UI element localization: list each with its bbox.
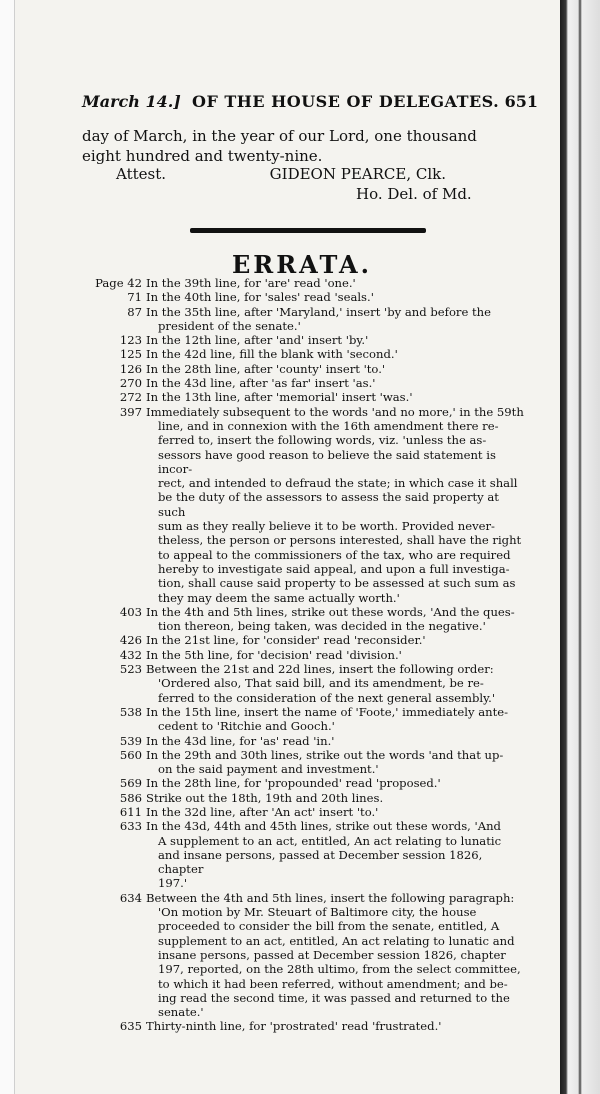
errata-page-ref: 569 [119, 776, 142, 791]
errata-text: In the 29th and 30th lines, strike out the words 'and that up- [146, 747, 504, 762]
errata-page-ref: 432 [119, 647, 142, 662]
errata-first-line [84, 1019, 524, 1033]
errata-text: line, and in connexion with the 16th amendment there re- [158, 418, 499, 433]
errata-entry [84, 734, 524, 748]
errata-text: tion, shall cause said property to be assessed at such sum as [158, 576, 516, 591]
errata-text: supplement to an act, entitled, An act relating to lunatic and [158, 933, 515, 948]
document-page [72, 0, 538, 1094]
errata-entry [84, 748, 524, 777]
errata-continuation-line [84, 562, 524, 576]
scan-left-margin [0, 0, 15, 1094]
errata-text: sessors have good reason to believe the said statement is incor- [158, 447, 496, 476]
errata-first-line [84, 605, 524, 619]
errata-text: be the duty of the assessors to assess the said property at such [158, 490, 499, 519]
errata-text: they may deem the same actually worth.' [158, 590, 400, 605]
errata-text: to appeal to the commissioners of the tax, who are required [158, 547, 511, 562]
errata-text: ferred to, insert the following words, viz. 'unless the as- [158, 433, 487, 448]
errata-continuation-line [84, 419, 524, 433]
errata-page-ref: 538 [119, 704, 142, 719]
errata-text: ing read the second time, it was passed and returned to the [158, 990, 510, 1005]
errata-entry [84, 390, 524, 404]
errata-continuation-line [84, 448, 524, 477]
errata-page-ref: 272 [119, 390, 142, 405]
errata-page-ref: Page 42 [95, 276, 142, 290]
errata-first-line [84, 791, 524, 805]
errata-continuation-line [84, 834, 524, 848]
errata-page-ref: 397 [119, 404, 142, 419]
errata-text: In the 13th line, after 'memorial' insert 'was.' [146, 390, 413, 405]
attest-label: Attest. [116, 165, 166, 183]
header-title: OF THE HOUSE OF DELEGATES. [192, 92, 500, 111]
errata-text: In the 39th line, for 'are' read 'one.' [146, 276, 356, 290]
errata-text: In the 42d line, fill the blank with 'second.' [146, 347, 398, 362]
errata-text: on the said payment and investment.' [158, 762, 379, 777]
errata-entry [84, 405, 524, 605]
errata-continuation-line [84, 676, 524, 690]
errata-entry [84, 605, 524, 634]
errata-first-line [84, 819, 524, 833]
errata-text: Strike out the 18th, 19th and 20th lines. [146, 790, 384, 805]
errata-continuation-line [84, 591, 524, 605]
errata-page-ref: 611 [119, 804, 142, 819]
errata-entry [84, 347, 524, 361]
errata-page-ref: 633 [119, 819, 142, 834]
errata-text: insane persons, passed at December session 1826, chapter [158, 947, 506, 962]
errata-first-line [84, 390, 524, 404]
errata-continuation-line [84, 919, 524, 933]
errata-text: ferred to the consideration of the next general assembly.' [158, 690, 496, 705]
errata-first-line [84, 776, 524, 790]
errata-text: 'Ordered also, That said bill, and its amendment, be re- [158, 676, 484, 691]
errata-page-ref: 634 [119, 890, 142, 905]
errata-page-ref: 523 [119, 662, 142, 677]
errata-continuation-line [84, 319, 524, 333]
errata-text: tion thereon, being taken, was decided in the negative.' [158, 619, 486, 634]
errata-entry [84, 648, 524, 662]
clerk-office: Ho. Del. of Md. [356, 185, 472, 203]
errata-text: hereby to investigate said appeal, and upon a full investiga- [158, 561, 510, 576]
errata-text: rect, and intended to defraud the state; in which case it shall [158, 476, 518, 491]
errata-continuation-line [84, 934, 524, 948]
errata-page-ref: 560 [119, 747, 142, 762]
errata-entry [84, 290, 524, 304]
errata-entry [84, 276, 524, 290]
errata-first-line [84, 347, 524, 361]
errata-page-ref: 123 [119, 333, 142, 348]
errata-text: In the 43d line, after 'as far' insert 'as.' [146, 376, 376, 391]
errata-text: In the 32d line, after 'An act' insert 'to.' [146, 804, 379, 819]
errata-page-ref: 586 [119, 790, 142, 805]
scan-right-edge [560, 0, 600, 1094]
errata-page-ref: 403 [119, 604, 142, 619]
page-number: 651 [504, 92, 538, 111]
errata-first-line [84, 633, 524, 647]
clerk-name: GIDEON PEARCE, Clk. [269, 165, 446, 183]
errata-text: In the 35th line, after 'Maryland,' insert 'by and before the [146, 304, 491, 319]
attestation [116, 164, 536, 204]
errata-text: In the 28th line, for 'propounded' read 'proposed.' [146, 776, 441, 791]
errata-continuation-line [84, 762, 524, 776]
errata-first-line [84, 662, 524, 676]
errata-continuation-line [84, 1005, 524, 1019]
errata-text: theless, the person or persons interested, shall have the right [158, 533, 522, 548]
errata-entry [84, 333, 524, 347]
errata-continuation-line [84, 848, 524, 877]
errata-list [84, 276, 524, 1034]
errata-entry [84, 705, 524, 734]
errata-text: In the 15th line, insert the name of 'Foote,' immediately ante- [146, 704, 509, 719]
errata-text: sum as they really believe it to be worth. Provided never- [158, 519, 495, 534]
errata-text: proceeded to consider the bill from the senate, entitled, A [158, 919, 500, 934]
errata-heading: ERRATA. [231, 250, 372, 279]
running-header [82, 92, 538, 114]
errata-entry [84, 362, 524, 376]
errata-text: In the 5th line, for 'decision' read 'division.' [146, 647, 402, 662]
errata-text: cedent to 'Ritchie and Gooch.' [158, 719, 335, 734]
header-date: March 14.] [82, 92, 181, 111]
errata-first-line [84, 276, 524, 290]
errata-continuation-line [84, 476, 524, 490]
errata-continuation-line [84, 876, 524, 890]
errata-continuation-line [84, 948, 524, 962]
continuation-line: day of March, in the year of our Lord, one thousand [82, 127, 477, 145]
errata-entry [84, 662, 524, 705]
errata-first-line [84, 405, 524, 419]
errata-entry [84, 776, 524, 790]
errata-entry [84, 791, 524, 805]
errata-first-line [84, 734, 524, 748]
errata-entry [84, 633, 524, 647]
errata-text: president of the senate.' [158, 318, 301, 333]
errata-first-line [84, 891, 524, 905]
errata-continuation-line [84, 576, 524, 590]
errata-text: 'On motion by Mr. Steuart of Baltimore city, the house [158, 905, 477, 920]
errata-first-line [84, 805, 524, 819]
errata-first-line [84, 748, 524, 762]
errata-page-ref: 635 [119, 1019, 142, 1034]
errata-page-ref: 87 [127, 304, 142, 319]
errata-continuation-line [84, 433, 524, 447]
errata-continuation-line [84, 490, 524, 519]
errata-text: Between the 21st and 22d lines, insert the following order: [146, 662, 494, 677]
errata-first-line [84, 376, 524, 390]
errata-first-line [84, 705, 524, 719]
errata-text: In the 12th line, after 'and' insert 'by.' [146, 333, 369, 348]
errata-page-ref: 126 [119, 361, 142, 376]
errata-text: senate.' [158, 1005, 204, 1020]
errata-page-ref: 125 [119, 347, 142, 362]
errata-text: 197.' [158, 876, 188, 891]
errata-text: and insane persons, passed at December session 1826, chapter [158, 847, 483, 877]
errata-continuation-line [84, 691, 524, 705]
errata-text: In the 40th line, for 'sales' read 'seals.' [146, 290, 374, 305]
errata-entry [84, 891, 524, 1020]
divider-rule [190, 228, 426, 233]
errata-text: Immediately subsequent to the words 'and no more,' in the 59th [146, 404, 524, 419]
errata-continuation-line [84, 991, 524, 1005]
errata-continuation-line [84, 719, 524, 733]
errata-continuation-line [84, 533, 524, 547]
errata-entry [84, 376, 524, 390]
errata-page-ref: 270 [119, 376, 142, 391]
errata-text: to which it had been referred, without amendment; and be- [158, 976, 508, 991]
errata-continuation-line [84, 519, 524, 533]
errata-continuation-line [84, 962, 524, 976]
errata-entry [84, 819, 524, 890]
errata-entry [84, 1019, 524, 1033]
errata-continuation-line [84, 548, 524, 562]
errata-text: Between the 4th and 5th lines, insert the following paragraph: [146, 890, 515, 905]
continuation-line: eight hundred and twenty-nine. [82, 147, 323, 165]
errata-continuation-line [84, 905, 524, 919]
errata-text: In the 21st line, for 'consider' read 'reconsider.' [146, 633, 426, 648]
errata-text: 197, reported, on the 28th ultimo, from the select committee, [158, 962, 521, 977]
errata-text: In the 43d, 44th and 45th lines, strike out these words, 'And [146, 819, 501, 834]
errata-text: In the 4th and 5th lines, strike out these words, 'And the ques- [146, 604, 515, 619]
errata-first-line [84, 648, 524, 662]
errata-first-line [84, 362, 524, 376]
continuation-text [82, 126, 522, 166]
errata-entry [84, 305, 524, 334]
errata-first-line [84, 305, 524, 319]
errata-page-ref: 426 [119, 633, 142, 648]
errata-text: Thirty-ninth line, for 'prostrated' read 'frustrated.' [146, 1019, 442, 1034]
errata-text: A supplement to an act, entitled, An act relating to lunatic [158, 833, 502, 848]
errata-entry [84, 805, 524, 819]
errata-page-ref: 71 [127, 290, 142, 305]
errata-first-line [84, 333, 524, 347]
errata-first-line [84, 290, 524, 304]
errata-text: In the 28th line, after 'county' insert 'to.' [146, 361, 386, 376]
errata-page-ref: 539 [119, 733, 142, 748]
errata-continuation-line [84, 619, 524, 633]
errata-text: In the 43d line, for 'as' read 'in.' [146, 733, 335, 748]
errata-continuation-line [84, 977, 524, 991]
